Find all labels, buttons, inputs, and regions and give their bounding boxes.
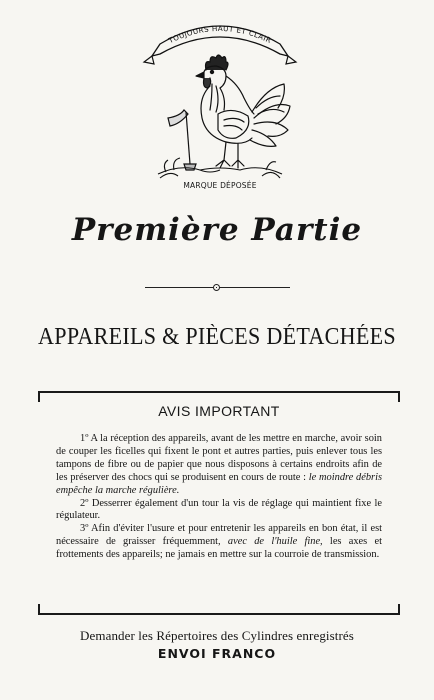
- box-corner: [398, 391, 400, 402]
- item-number: 1º: [80, 433, 89, 444]
- box-corner: [38, 604, 40, 615]
- notice-box: [40, 391, 398, 615]
- section-title: APPAREILS & PIÈCES DÉTACHÉES: [38, 324, 396, 350]
- item-text-after: les axes et frottements des appareils; ne jamais en mettre sur la courroie de transmission.: [56, 536, 382, 561]
- page-title: Première Partie: [71, 212, 363, 248]
- footer-shipping-note: ENVOI FRANCO: [157, 646, 277, 661]
- svg-text:TOUJOURS HAUT ET CLAIR: TOUJOURS HAUT ET CLAIR: [167, 23, 273, 46]
- item-text: A la réception des appareils, avant de les mettre en marche, avoir soin de couper les ficelles qui fixent le pont et autres parties, puis enlever tous les tampons de fibre ou de papier que nous disposons à certains endroits afin de les préserver des chocs qui se produisent en cours de route :: [56, 433, 382, 483]
- box-corner: [398, 604, 400, 615]
- notice-item: [56, 433, 382, 498]
- box-corner: [38, 391, 40, 402]
- item-number: 2º: [80, 497, 89, 509]
- item-text: Afin d'éviter l'usure et pour entretenir les appareils en bon état, il est nécessaire de graisser fréquemment,: [56, 523, 383, 548]
- ornamental-divider: [145, 283, 290, 293]
- item-number: 3º: [80, 523, 89, 535]
- footer-request-line: Demander les Répertoires des Cylindres enregistrés: [80, 628, 354, 643]
- notice-body: [56, 433, 382, 562]
- notice-item: [56, 498, 382, 524]
- item-emphasis: avec de l'huile fine,: [227, 536, 323, 548]
- notice-item: [56, 523, 382, 562]
- item-text: Desserrer également d'un tour la vis de réglage qui maintient fixe le régulateur.: [56, 497, 382, 522]
- rooster-emblem-icon: [140, 14, 300, 194]
- rooster-trademark-logo: [140, 14, 300, 194]
- item-emphasis: le moindre débris empêche la marche régulière.: [56, 471, 383, 496]
- divider-ornament-icon: [213, 284, 220, 291]
- notice-title: AVIS IMPORTANT: [158, 403, 280, 419]
- trademark-caption: MARQUE DÉPOSÉE: [183, 181, 257, 190]
